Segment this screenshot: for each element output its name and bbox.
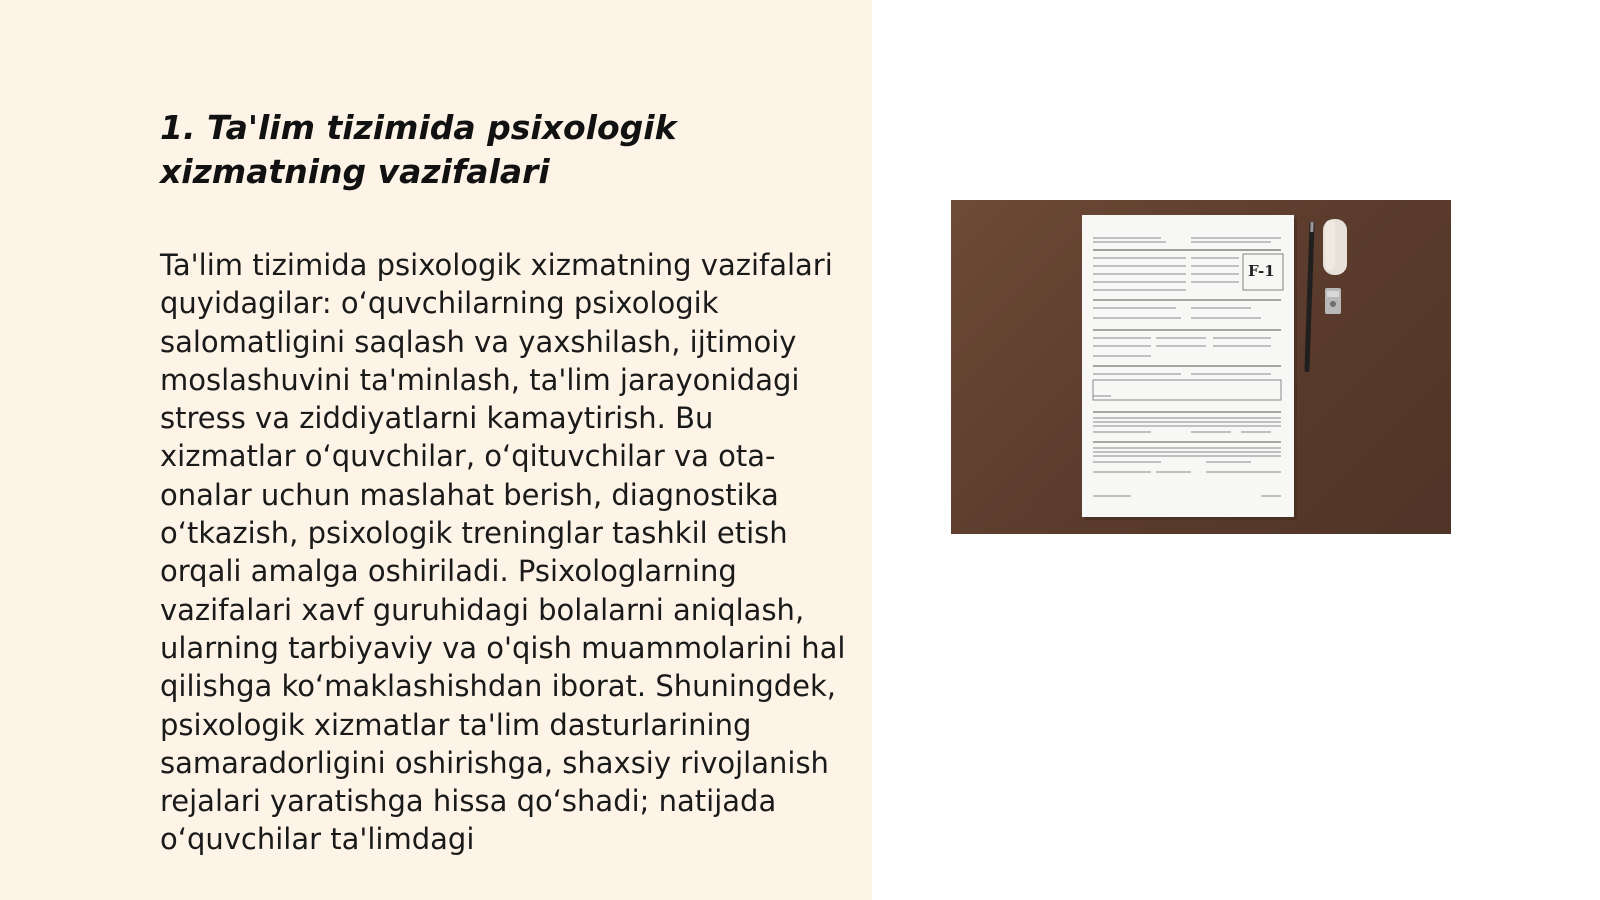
slide-body-text: Ta'lim tizimida psixologik xizmatning vazifalari quyidagilar: o‘quvchilarning psixologik salomatligini saqlash va yaxshilash, ijtimoiy moslashuvini ta'minlash, ta'lim jarayonidagi stress va ziddiyatlarni kamaytirish. Bu xizmatlar o‘quvchilar, o‘qituvchilar va ota-onalar uchun maslahat berish, diagnostika o‘tkazish, psixologik treninglar tashkil etish orqali amalga oshiriladi. Psixologlarning vazifalari xavf guruhidagi bolalarni aniqlash, ularning tarbiyaviy va o'qish muammolarini hal qilishga ko‘maklashishdan iborat. Shuningdek, psixologik xizmatlar ta'lim dasturlarining samaradorligini oshirishga, shaxsiy rivojlanish rejalari yaratishga hissa qo‘shadi; natijada o‘quvchilar ta'limdagi: [160, 248, 846, 857]
pen-icon: [1304, 222, 1314, 372]
slide-title: 1. Ta'lim tizimida psixologik xizmatning vazifalari: [160, 108, 677, 191]
form-code-label: F-1: [1248, 262, 1275, 280]
form-document-photo: [951, 200, 1451, 534]
form-document-illustration: [951, 200, 1451, 534]
